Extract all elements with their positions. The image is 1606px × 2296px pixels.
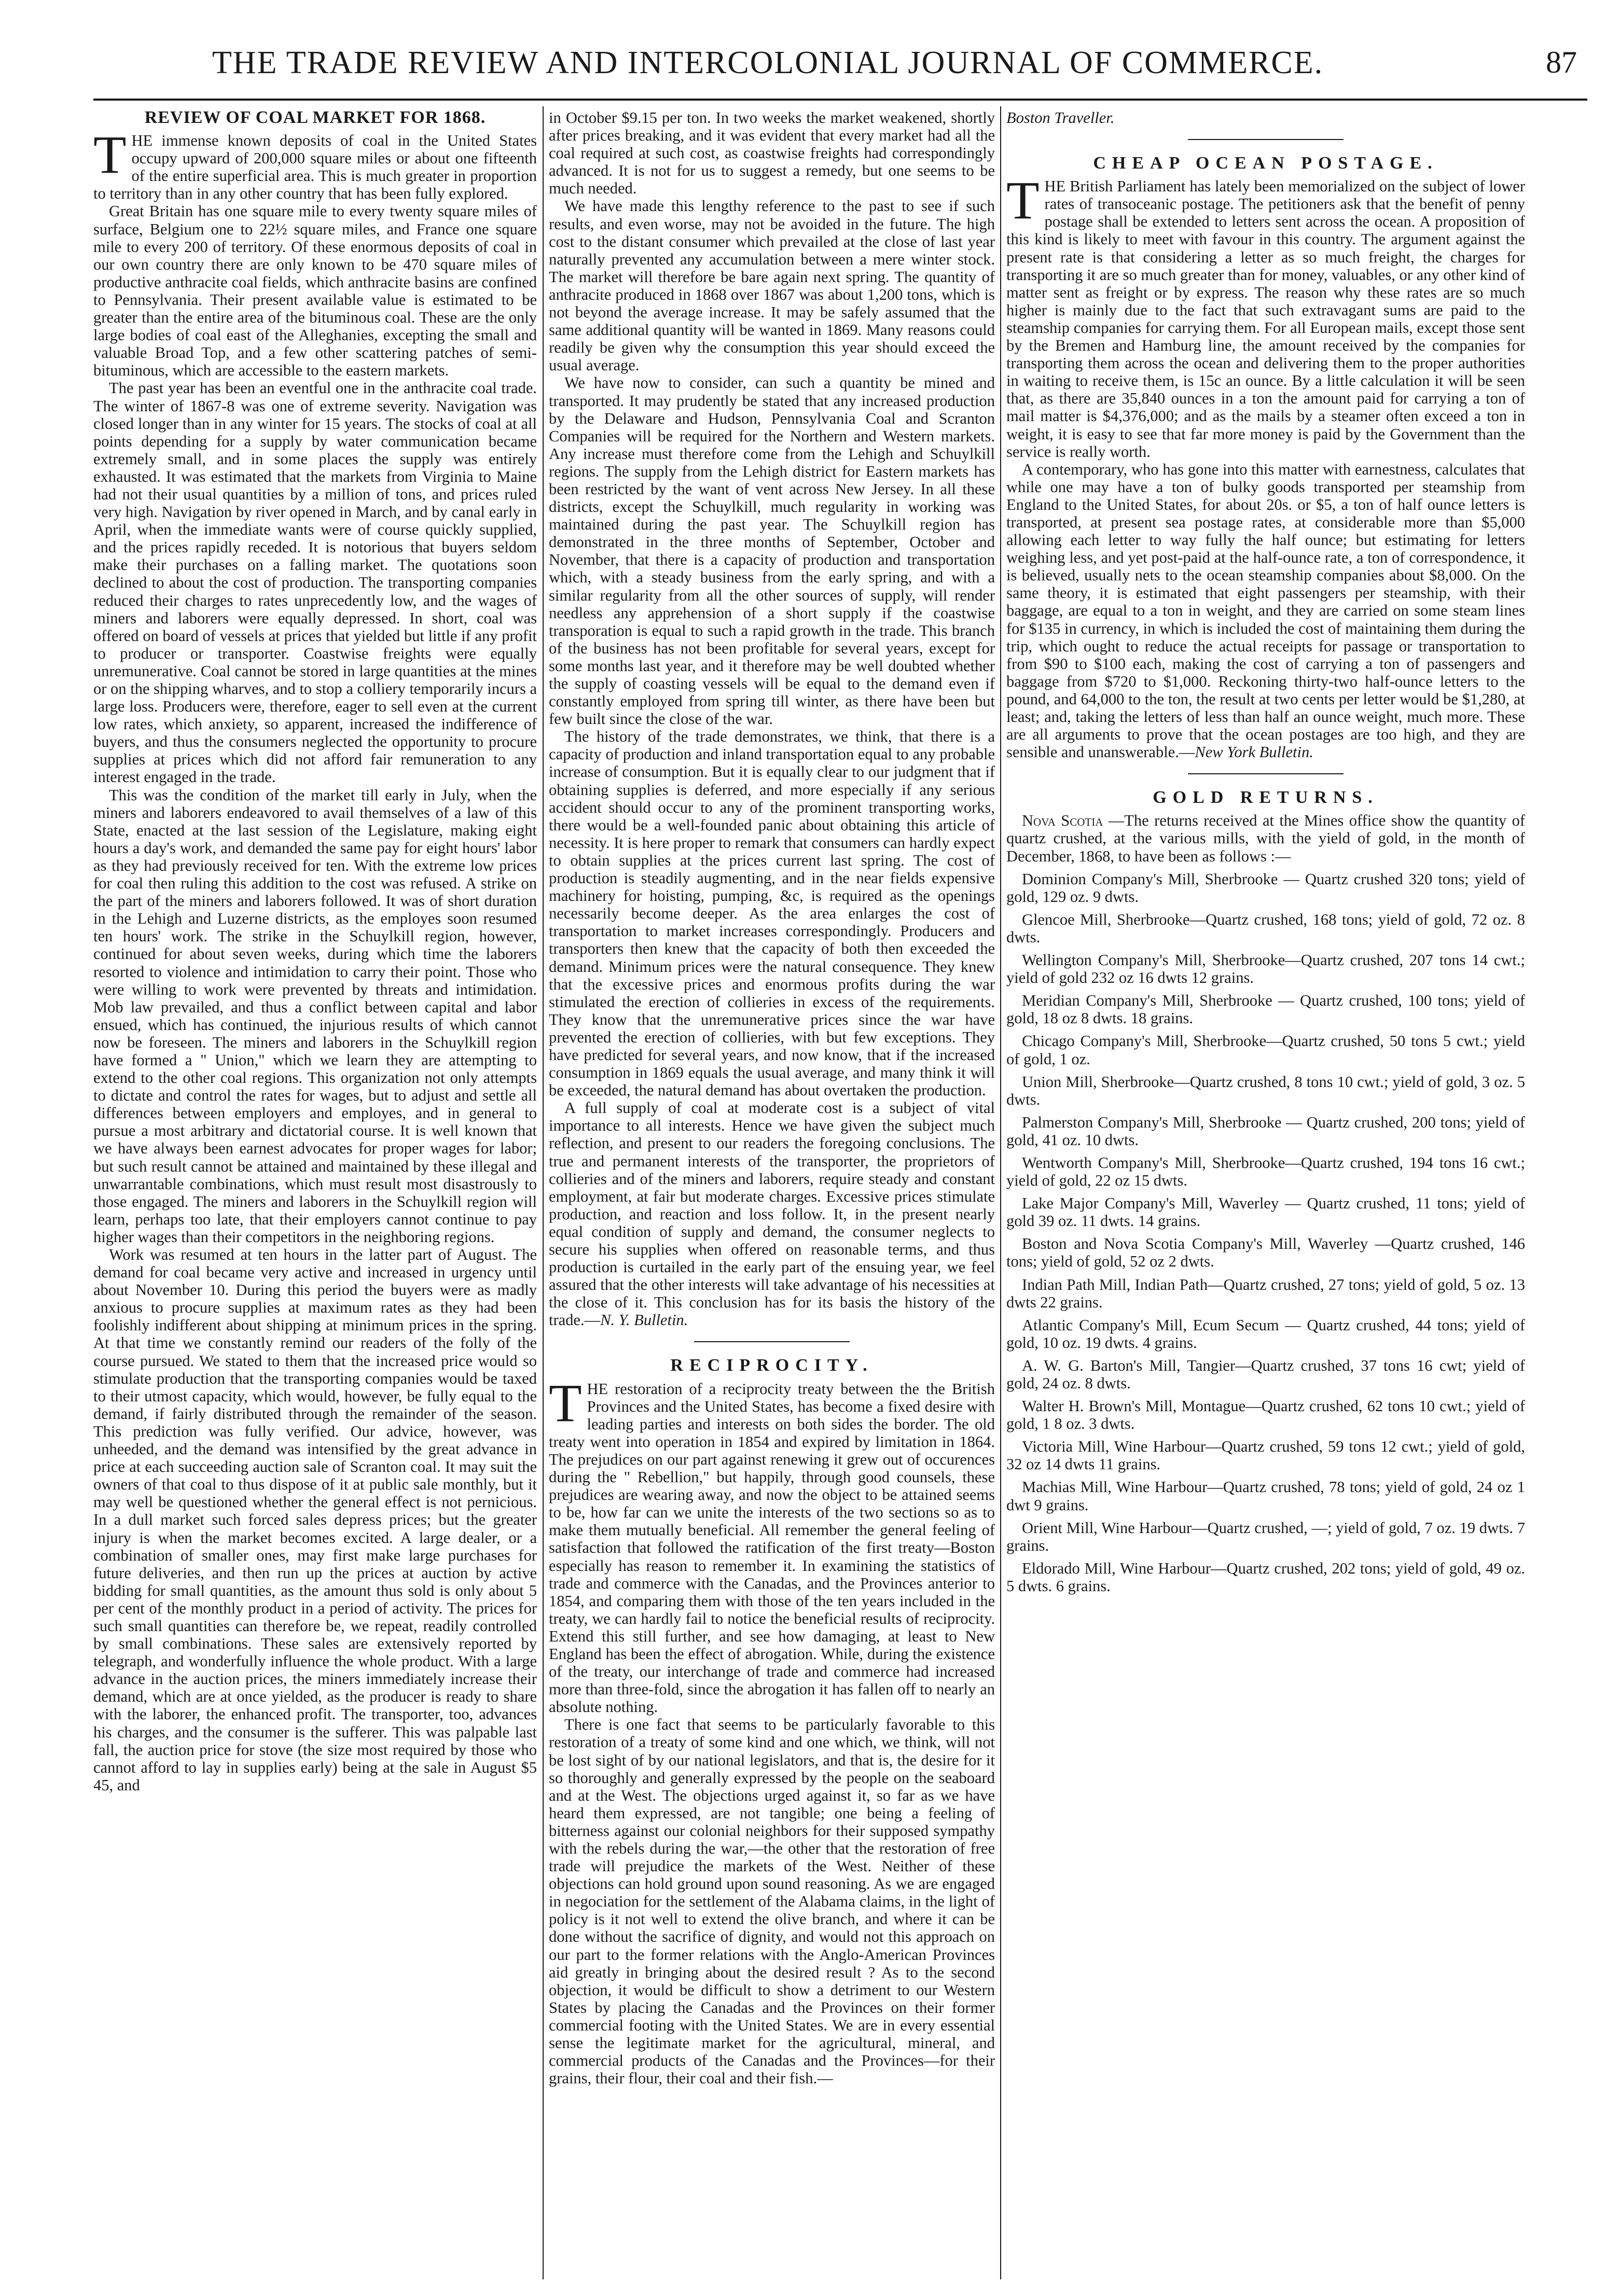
paragraph: THE immense known deposits of coal in the United States occupy upward of 200,000 square miles or about one fifteenth of the entire superficial area. This is much greater in proportion to territory than in any other country that has been fully explored. (93, 125, 537, 203)
gold-return-entry: Palmerston Company's Mill, Sherbrooke — Quartz crushed, 200 tons; yield of gold, 41 oz. 10 dwts. (1006, 1113, 1525, 1149)
paragraph: There is one fact that seems to be particularly favorable to this restoration of a treaty of some kind and one which, we think, will not be lost sight of by our national legislators, and that is, the desire for it so thoroughly and generally expressed by the people on the seaboard and at the West. The objections urged against it, so far as we have heard them expressed, are not tangible; one being a feeling of bitterness against our colonial neighbors for their supposed sympathy with the rebels during the war,—the other that the restoration of free trade will prejudice the markets of the West. Neither of these objections can hold ground upon sound reasoning. As we are engaged in negociation for the settlement of the Alabama claims, in the light of policy is it not well to extend the olive branch, and where it can be done without the sacrifice of dignity, and would not this approach on our part to the former relations with the Anglo-American Provinces aid greatly in bringing about the desired result ? As to the second objection, it would be difficult to show a detriment to our Western States by placing the Canadas and the Provinces on their former commercial footing with the United States. We are in every essential sense the legitimate market for the agricultural, mineral, and commercial products of the Canadas and the Provinces—for their grains, their flour, their coal and their fish.— (549, 1716, 995, 2088)
paragraph: We have now to consider, can such a quantity be mined and transported. It may prudently be stated that any increased production by the Delaware and Hudson, Pennsylvania Coal and Scranton Companies will be required for the Northern and Western markets. Any increase must therefore come from the Lehigh and Schuylkill regions. The supply from the Lehigh district for Eastern markets has been restricted by the want of vent across New Jersey. In all these districts, except the Schuylkill, much regularity in working was maintained during the past year. The Schuylkill region has demonstrated in the three months of September, October and November, that there is a capacity of production and transportation which, with a steady business from the early spring, and with a similar regularity from all the other sources of supply, will render needless any apprehension of a short supply if the coastwise transporation is equal to such a rapid growth in the trade. This branch of the business has not been profitable for several years, except for some months last year, and it therefore may be well doubted whether the supply of coasting vessels will be equal to the demand even if constantly employed from spring till winter, as there have been but few built since the close of the war. (549, 374, 995, 728)
drop-cap: T (549, 1373, 582, 1433)
header-rule (93, 99, 1587, 101)
paragraph: Great Britain has one square mile to every twenty square miles of surface, Belgium one to 22½ square miles, and France one square mile to every 200 of territory. Of these enormous deposits of coal in our own country there are only known to be 470 square miles of productive anthracite coal fields, which anthracite basins are confined to Pennsylvania. Their present available value is estimated to be greater than the entire area of the bituminous coal. These are the only large bodies of coal east of the Alleghanies, excepting the small and valuable Broad Top, and a few other scattering patches of semi-bituminous, which are accessible to the eastern markets. (93, 202, 537, 380)
paragraph: The history of the trade demonstrates, we think, that there is a capacity of production and inland transportation equal to any probable increase of consumption. But it is equally clear to our judgment that if obtaining supplies is deferred, and more especially if any serious accident should occur to any of the prominent transporting works, there would be a well-founded panic about obtaining this article of necessity. It is here proper to remark that consumers can hardly expect to obtain supplies at the prices current last spring. The cost of production is steadily augmenting, and in the near fields expensive machinery for hoisting, pumping, &c, is required as the openings necessarily become deeper. As the area enlarges the cost of transportation to market increases correspondingly. Producers and transporters then knew that the capacity of both then exceeded the demand. Minimum prices were the natural consequence. They knew that the excessive prices and enormous profits during the war stimulated the erection of collieries in excess of the requirements. They know that the unremunerative prices since the war have prevented the erection of collieries, with but few exceptions. They have predicted for several years, and now know, that if the increased consumption in 1869 equals the usual average, and many think it will be exceeded, the natural demand has about overtaken the production. (549, 728, 995, 1100)
column-right (1006, 109, 1525, 2277)
paragraph: We have made this lengthy reference to the past to see if such results, and even worse, may not be avoided in the future. The high cost to the distant consumer which prevailed at the close of last year naturally prevented any accumulation between a mere winter stock. The market will therefore be bare again next spring. The quantity of anthracite produced in 1868 over 1867 was about 1,200 tons, which is not beyond the average increase. It may be safely assumed that the same additional quantity will be wanted in 1869. Many reasons could readily be given why the consumption this year should exceed the usual average. (549, 197, 995, 374)
section-separator (1188, 139, 1344, 140)
drop-cap: T (1006, 171, 1040, 231)
source-credit: Boston Traveller. (1006, 109, 1115, 127)
gold-intro: Nova Scotia —The returns received at the Mines office show the quantity of quartz crushed, at the various mills, with the yield of gold, in the month of December, 1868, to have been as follows :— (1006, 812, 1525, 865)
gold-return-entry: Glencoe Mill, Sherbrooke—Quartz crushed, 168 tons; yield of gold, 72 oz. 8 dwts. (1006, 910, 1525, 946)
page-header (93, 40, 1598, 98)
column-middle (549, 109, 995, 2277)
column-divider (543, 106, 544, 2279)
gold-return-entry: Lake Major Company's Mill, Waverley — Quartz crushed, 11 tons; yield of gold 39 oz. 11 dwts. 14 grains. (1006, 1194, 1525, 1230)
source-credit: New York Bulletin. (1195, 743, 1313, 761)
gold-return-entry: Atlantic Company's Mill, Ecum Secum — Quartz crushed, 44 tons; yield of gold, 10 oz. 19 dwts. 4 grains. (1006, 1316, 1525, 1352)
gold-return-entry: Union Mill, Sherbrooke—Quartz crushed, 8 tons 10 cwt.; yield of gold, 3 oz. 5 dwts. (1006, 1073, 1525, 1108)
column-left (93, 109, 537, 2277)
gold-return-entry: Eldorado Mill, Wine Harbour—Quartz crushed, 202 tons; yield of gold, 49 oz. 5 dwts. 6 grains. (1006, 1559, 1525, 1595)
gold-return-entry: Walter H. Brown's Mill, Montague—Quartz crushed, 62 tons 10 cwt.; yield of gold, 1 8 oz. 3 dwts. (1006, 1397, 1525, 1433)
article-title-postage: CHEAP OCEAN POSTAGE. (1093, 154, 1438, 173)
gold-return-entry: Orient Mill, Wine Harbour—Quartz crushed, —; yield of gold, 7 oz. 19 dwts. 7 grains. (1006, 1519, 1525, 1554)
place-name: Nova Scotia (1022, 812, 1103, 830)
gold-return-entry: Boston and Nova Scotia Company's Mill, Waverley —Quartz crushed, 146 tons; yield of gold, 52 oz 2 dwts. (1006, 1235, 1525, 1271)
gold-return-entry: Chicago Company's Mill, Sherbrooke—Quartz crushed, 50 tons 5 cwt.; yield of gold, 1 oz. (1006, 1032, 1525, 1068)
gold-return-entry: A. W. G. Barton's Mill, Tangier—Quartz crushed, 37 tons 16 cwt; yield of gold, 24 oz. 8 dwts. (1006, 1356, 1525, 1392)
drop-cap: T (93, 125, 127, 185)
gold-return-entry: Meridian Company's Mill, Sherbrooke — Quartz crushed, 100 tons; yield of gold, 18 oz 8 dwts. 18 grains. (1006, 992, 1525, 1027)
column-divider (1000, 106, 1001, 2279)
gold-return-entry: Victoria Mill, Wine Harbour—Quartz crushed, 59 tons 12 cwt.; yield of gold, 32 oz 14 dwts 11 grains. (1006, 1438, 1525, 1473)
section-separator (694, 1341, 850, 1342)
paragraph: A full supply of coal at moderate cost is a subject of vital importance to all interests. Hence we have given the subject much reflection, and present to our readers the foregoing conclusions. The true and permanent interests of the transporter, the proprietors of collieries and of the miners and laborers, require steady and constant employment, at fair but moderate charges. Excessive prices stimulate production, and reaction and loss follow. It, in the present nearly equal condition of supply and demand, the consumer neglects to secure his supplies when offered on reasonable terms, and thus production is curtailed in the early part of the ensuing year, we feel assured that the other interests will take advantage of his necessities at the close of it. This conclusion has for its basis the history of the trade.—N. Y. Bulletin. (549, 1099, 995, 1329)
paragraph: This was the condition of the market till early in July, when the miners and laborers endeavored to avail themselves of a law of this State, enacted at the last session of the Legislature, making eight hours a day's work, and demanded the same pay for eight hours' labor as they had previously received for ten. With the extreme low prices for coal then ruling this addition to the cost was refused. A strike on the part of the miners and laborers followed. It was of short duration in the Lehigh and Luzerne districts, as the employes soon resumed ten hours' work. The strike in the Schuylkill region, however, continued for about seven weeks, during which time the laborers resorted to violence and intimidation to carry their point. Those who were willing to work were prevented by threats and intimidation. Mob law prevailed, and thus a conflict between capital and labor ensued, which has continued, the injurious results of which cannot now be foreseen. The miners and laborers in the Schuylkill region have formed a " Union," which we learn they are attempting to extend to the other coal regions. This organization not only attempts to dictate and control the rates for wages, but to adjust and settle all differences between employers and employes, and in general to pursue a most arbitrary and dictatorial course. It is well known that we have always been earnest advocates for proper wages for labor; but such result cannot be attained and maintained by these illegal and unwarrantable combinations, which must result most disastrously to those engaged. The miners and laborers in the Schuylkill region will learn, perhaps too late, that their employers cannot continue to pay higher wages than their competitors in the neighboring regions. (93, 786, 537, 1246)
gold-return-entry: Wellington Company's Mill, Sherbrooke—Quartz crushed, 207 tons 14 cwt.; yield of gold 232 oz 16 dwts 12 grains. (1006, 951, 1525, 987)
gold-return-entry: Wentworth Company's Mill, Sherbrooke—Quartz crushed, 194 tons 16 cwt.; yield of gold, 22 oz 15 dwts. (1006, 1153, 1525, 1190)
running-title: THE TRADE REVIEW AND INTERCOLONIAL JOURNAL OF COMMERCE. (212, 45, 1324, 80)
paragraph (1006, 109, 1525, 127)
article-title-reciprocity: RECIPROCITY. (670, 1356, 874, 1375)
paragraph: THE British Parliament has lately been memorialized on the subject of lower rates of transoceanic postage. The petitioners ask that the benefit of penny postage shall be extended to letters sent across the ocean. A proposition of this kind is likely to meet with favour in this country. The argument against the present rate is that considering a letter as so much freight, the charges for transporting it are so much greater than for money, valuables, or any other kind of matter sent as freight or by express. The reason why these rates are so much higher is mainly due to the fact that such extravagant sums are paid to the steamship companies for carrying them. For all European mails, except those sent by the Bremen and Hamburg line, the amount received by the companies for transporting them across the ocean and delivering them to the proper authorities in waiting to receive them, is 15c an ounce. By a little calculation it will be seen that, as there are 35,840 ounces in a ton the amount paid for carrying a ton of mail matter is $4,376,000; and as the mails by a steamer often exceed a ton in weight, it is easy to see that far more money is paid by the Government than the service is really worth. (1006, 171, 1525, 461)
gold-return-entry: Indian Path Mill, Indian Path—Quartz crushed, 27 tons; yield of gold, 5 oz. 13 dwts 22 grains. (1006, 1275, 1525, 1311)
gold-return-entry: Machias Mill, Wine Harbour—Quartz crushed, 78 tons; yield of gold, 24 oz 1 dwt 9 grains. (1006, 1478, 1525, 1514)
paragraph: A contemporary, who has gone into this matter with earnestness, calculates that while one may have a ton of bulky goods transported per steamship from England to the United States, for about 20s. or $5, a ton of half ounce letters is transported, at present sea postage rates, at considerable more than $5,000 allowing each letter to way fully the half ounce; but estimating for letters weighing less, and yet post-paid at the half-ounce rate, a ton of correspondence, it is believed, usually nets to the ocean steamship companies about $8,000. On the same theory, it is estimated that eight passengers per steamship, with their baggage, are equal to a ton in weight, and they are carried on some steam lines for $135 in currency, in which is included the cost of maintaining them during the trip, which ought to reduce the actual receipts for passage or transportation to from $90 to $100 each, making the cost of carrying a ton of passengers and baggage from $720 to $1,000. Reckoning thirty-two half-ounce letters to the pound, and 64,000 to the ton, the result at two cents per letter would be $1,280, at least; and, taking the letters of less than half an ounce weight, much more. These are all arguments to prove that the ocean postages are too high, and they are sensible and unanswerable.—New York Bulletin. (1006, 460, 1525, 761)
paragraph: Work was resumed at ten hours in the latter part of August. The demand for coal became very active and increased in urgency until about November 10. During this period the buyers were as madly anxious to procure supplies at maximum rates as they had been foolishly indifferent about shipping at minimum prices in the spring. At that time we constantly remind our readers of the folly of the course pursued. We stated to them that the increased price would so stimulate production that the transporting companies would be taxed to their utmost capacity, which would, however, be fully equal to the demand, if fairly distributed through the remainder of the season. This prediction was fully verified. Our advice, however, was unheeded, and the demand was intensified by the great advance in price at each succeeding auction sale of Scranton coal. It may suit the owners of that coal to thus dispose of it at public sale monthly, but it may well be questioned whether the general effect is not pernicious. In a dull market such forced sales depress prices; but the greater injury is when the market becomes excited. A large dealer, or a combination of smaller ones, may first make large purchases for future deliveries, and then run up the prices at auction by active bidding for small quantities, as the amount thus sold is only about 5 per cent of the monthly product in a period of activity. The prices for such small quantities can therefore be, we repeat, readily controlled by small combinations. These sales are extensively reported by telegraph, and wonderfully influence the whole product. With a large advance in the auction prices, the miners immediately increase their demand, which are at once yielded, as the producer is ready to share with the laborer, the enhanced profit. The transporter, too, advances his charges, and the consumer is the sufferer. This was palpable last fall, the auction price for stove (the size most required by those who cannot afford to lay in supplies early) being at the sale in August $5 45, and (93, 1246, 537, 1794)
paragraph: The past year has been an eventful one in the anthracite coal trade. The winter of 1867-8 was one of extreme severity. Navigation was closed longer than in any winter for 15 years. The stocks of coal at all points depending for a supply by water communication became extremely small, and in some places the supply was entirely exhausted. It was estimated that the markets from Virginia to Maine had not their usual quantities by a million of tons, and prices ruled very high. Navigation by river opened in March, and by canal early in April, when the immediate wants were of course quickly supplied, and the prices rapidly receded. It is notorious that buyers seldom make their purchases on a falling market. The quotations soon declined to about the cost of production. The transporting companies reduced their charges to rates unprecedently low, and the wages of miners and laborers were equally depressed. In short, coal was offered on board of vessels at prices that yielded but little if any profit to producer or transporter. Coastwise freights were equally unremunerative. Coal cannot be stored in large quantities at the mines or on the shipping wharves, and to stop a colliery temporarily incurs a large loss. Producers were, therefore, eager to sell even at the current low rates, which anxiety, so apparent, increased the indifference of buyers, and thus the consumers neglected the opportunity to procure supplies at prices which did not afford fair remuneration to any interest engaged in the trade. (93, 379, 537, 786)
article-title-gold: GOLD RETURNS. (1153, 788, 1379, 808)
article-title-coal: REVIEW OF COAL MARKET FOR 1868. (144, 109, 486, 127)
section-separator (1188, 773, 1344, 774)
page-number: 87 (1546, 45, 1577, 79)
gold-return-entry: Dominion Company's Mill, Sherbrooke — Quartz crushed 320 tons; yield of gold, 129 oz. 9 dwts. (1006, 870, 1525, 906)
paragraph: THE restoration of a reciprocity treaty between the the British Provinces and the United States, has become a fixed desire with leading parties and interests on both sides the border. The old treaty went into operation in 1854 and expired by limitation in 1864. The prejudices on our part against renewing it grew out of occurences during the " Rebellion," but happily, through good counsels, these prejudices are wearing away, and now the object to be attained seems to be, how far can we unite the interests of the two sections so as to make them mutually beneficial. All remember the general feeling of satisfaction that followed the ratification of the first treaty—Boston especially has reason to remember it. In examining the statistics of trade and commerce with the Canadas, and the Provinces anterior to 1854, and comparing them with those of the ten years included in the treaty, we can hardly fail to notice the beneficial results of reciprocity. Extend this still further, and see how damaging, at least to New England has been the effect of abrogation. While, during the existence of the treaty, our interchange of trade and commerce had increased more than three-fold, since the abrogation it has fallen off to nearly an absolute nothing. (549, 1373, 995, 1716)
source-credit: N. Y. Bulletin. (600, 1311, 688, 1329)
paragraph: in October $9.15 per ton. In two weeks the market weakened, shortly after prices breaking, and it was evident that every market had all the coal required at such cost, as coastwise freights had correspondingly advanced. It is not for us to suggest a remedy, but one seems to be much needed. (549, 109, 995, 198)
